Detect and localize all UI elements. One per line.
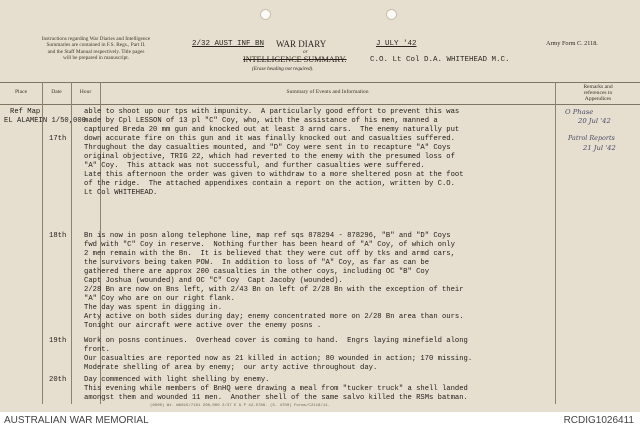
entry-line: Work on posns continues. Overhead cover is coming to hand. Engrs laying minefield along [84, 337, 468, 345]
entry-line: gathered there are approx 200 casualties in the other coys, including OC "B" Coy [84, 268, 430, 276]
entry-line: able to shoot up our tps with impunity. A particularly good effort to prevent this was [84, 108, 460, 116]
place-entry: EL ALAMEIN 1/50,000 [4, 117, 86, 125]
entry-line: Throughout the day casualties mounted, and "D" Coy were sent in to recapture "A" Coys [84, 144, 451, 152]
remarks-header-line: Remarks and [583, 84, 613, 90]
unit-name: 2/32 AUST INF BN [192, 40, 265, 48]
handwritten-remark: 21 Jul '42 [583, 144, 616, 152]
column-header-date: Date [51, 89, 62, 95]
commander-line: C.O. Lt Col D.A. WHITEHEAD M.C. [370, 56, 510, 64]
entry-line: Late this afternoon the order was given to withdraw to a more sheltered posn at the foot [84, 171, 464, 179]
column-divider [555, 82, 556, 404]
entry-line: The day was spent in digging in. [84, 304, 223, 312]
header-bottom-rule [0, 104, 640, 105]
column-header-summary: Summary of Events and Information [286, 89, 369, 95]
punch-hole [386, 9, 397, 20]
entry-line: Moderate shelling of area by enemy; our arty active throughout day. [84, 364, 378, 372]
entry-line: 2 men remain with the Bn. It is believed that they were cut off by tks and armd cars, [84, 250, 455, 258]
date-entry: 19th [49, 337, 67, 345]
column-header-remarks [556, 84, 640, 103]
entry-line: Tonight our aircraft were active over the enemy posns . [84, 322, 322, 330]
place-entry: Ref Map [10, 108, 41, 116]
entry-line: made by Cpl LESSON of 13 pl "C" Coy, who, with the assistance of his men, manned a [84, 117, 438, 125]
entry-line: of the ridge. The attached appendixes contain a report on the action, written by C.O. [84, 180, 455, 188]
entry-line: front. [84, 346, 110, 354]
entry-line: Lt Col WHITEHEAD. [84, 189, 158, 197]
struck-heading: INTELLIGENCE SUMMARY. [243, 55, 347, 64]
instructions-line: will be prepared in manuscript. [62, 54, 130, 61]
column-header-hour: Hour [79, 89, 92, 95]
army-form-number: Army Form C. 2118. [546, 40, 598, 47]
instructions-text [6, 36, 186, 61]
handwritten-remark: O Phase [565, 108, 594, 116]
entry-line: "A" Coy. This attack was not successful, and further casualties were suffered. [84, 162, 425, 170]
entry-line: fwd with "C" Coy in reserve. Nothing further has been heard of "A" Coy, of which only [84, 241, 455, 249]
remarks-header-line: references to [583, 90, 613, 97]
entry-line: 2/28 Bn are now on Bns left, with 2/43 Bn on left of 2/28 Bn with the exception of their [84, 286, 464, 294]
archive-name: AUSTRALIAN WAR MEMORIAL [4, 415, 149, 426]
instructions-line: Summaries are contained in F.S. Regs., Part II. [46, 42, 146, 49]
column-header-place: Place [14, 89, 28, 95]
column-divider [42, 82, 43, 404]
entry-line: amongst them and wounded 11 men. Another shell of the same salvo killed the RSMs batman. [84, 394, 468, 402]
entry-line: captured Breda 20 mm gun and knocked out at least 3 arnd cars. The enemy naturally put [84, 126, 460, 134]
table-top-rule [0, 82, 640, 83]
diary-title: WAR DIARY [276, 39, 327, 49]
instructions-line: and the Staff Manual respectively. Title pages [47, 48, 145, 55]
or-text: or [303, 49, 308, 55]
entry-line: "A" Coy who are on our right flank. [84, 295, 235, 303]
entry-line: the survivors being taken POW. In addition to loss of "A" Coy, as far as can be [84, 259, 430, 267]
entry-line: Capt Joshua (wounded) and OC "C" Coy Capt Jacoby (wounded). [84, 277, 343, 285]
erase-note: (Erase heading not required). [252, 66, 314, 72]
entry-line: Arty active on both sides during day; enemy concentrated more on 2/28 Bn area than ours. [84, 313, 464, 321]
date-entry: 20th [49, 376, 67, 384]
handwritten-remark: Patrol Reports [568, 134, 615, 142]
punch-hole [260, 9, 271, 20]
date-entry: 18th [49, 232, 67, 240]
instructions-line: Instructions regarding War Diaries and Intelligence [41, 36, 151, 42]
entry-line: This evening while members of BnHQ were drawing a meal from "tucker truck" a shell landed [84, 385, 468, 393]
entry-line: Day commenced with light shelling by enemy. [84, 376, 270, 384]
date-entry: 17th [49, 135, 67, 143]
printer-imprint: (6000) Wt. W6615/7191 200,000 2/37 E & P 42-5786. (S. 4700) Forms/C2118/11. [150, 404, 331, 408]
handwritten-remark: 20 Jul '42 [578, 117, 611, 125]
column-divider [71, 82, 72, 404]
diary-month: J ULY '42 [376, 40, 417, 48]
entry-line: original objective, TRIG 22, which had reverted to the enemy with the presumed loss of [84, 153, 455, 161]
entry-line: down accurate fire on this gun and it was finally knocked out and casualties suffered. [84, 135, 455, 143]
remarks-header-line: Appendices [584, 96, 612, 103]
entry-line: Our casualties are reported now as 21 killed in action; 80 wounded in action; 170 missing. [84, 355, 473, 363]
archive-record-id: RCDIG1026411 [563, 415, 634, 426]
entry-line: Bn is now in posn along telephone line, map ref sqs 878294 - 878296, "B" and "D" Coys [84, 232, 451, 240]
